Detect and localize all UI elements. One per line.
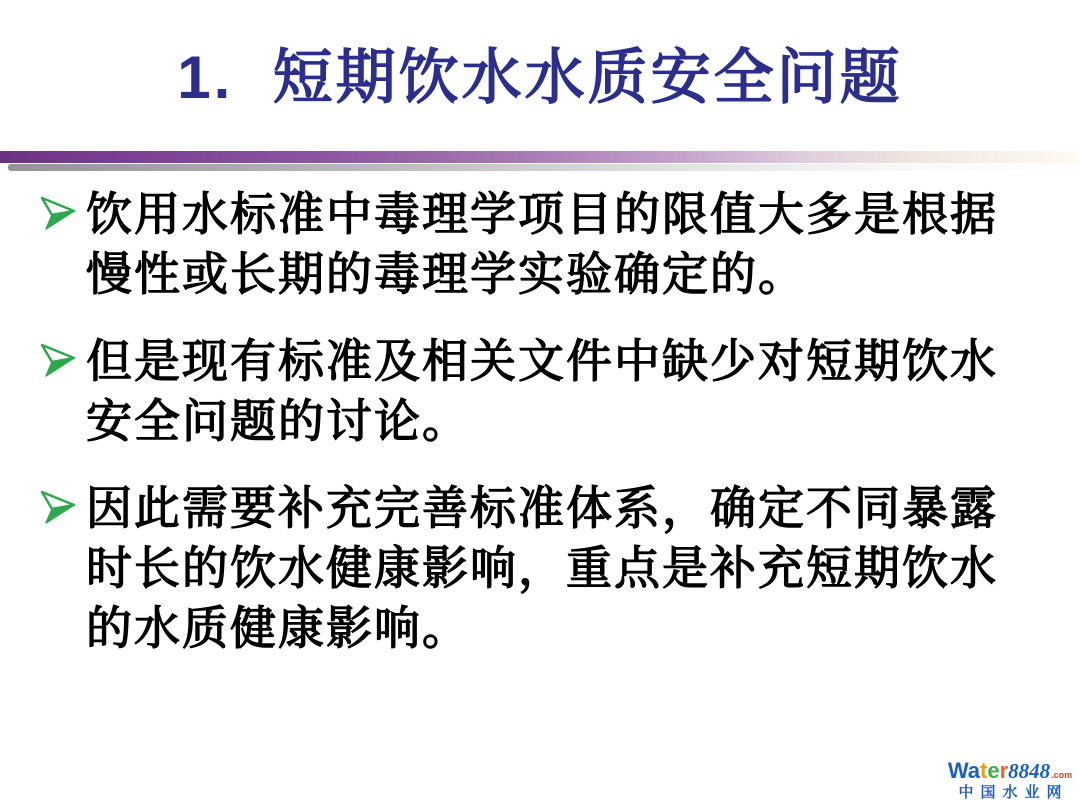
bullet-line: 慢性或长期的毒理学实验确定的。 bbox=[86, 248, 806, 300]
logo-wordmark bbox=[944, 760, 1076, 782]
logo-tld: .com bbox=[1051, 770, 1073, 780]
arrow-bullet-icon bbox=[38, 340, 78, 380]
logo-letter: a bbox=[967, 758, 981, 783]
logo-word bbox=[948, 760, 1008, 782]
bullet-line: 饮用水标准中毒理学项目的限值大多是根据 bbox=[86, 188, 998, 240]
arrow-bullet-icon bbox=[38, 487, 78, 527]
logo-letter: e bbox=[987, 758, 1000, 783]
bullet-list bbox=[38, 184, 1044, 685]
bullet-line: 因此需要补充完善标准体系，确定不同暴露 bbox=[86, 482, 998, 534]
logo-number: 8848 bbox=[1008, 759, 1051, 783]
logo-subtitle: 中国水业网 bbox=[958, 784, 1069, 801]
logo-letter: r bbox=[999, 758, 1009, 783]
bullet-line: 安全问题的讨论。 bbox=[86, 395, 470, 447]
bullet-item bbox=[38, 184, 1044, 304]
bullet-line: 时长的饮水健康影响，重点是补充短期饮水 bbox=[86, 542, 998, 594]
water8848-logo bbox=[944, 760, 1076, 800]
bullet-line: 的水质健康影响。 bbox=[86, 602, 470, 654]
bullet-item bbox=[38, 331, 1044, 451]
divider-bar bbox=[0, 151, 1080, 163]
bullet-item bbox=[38, 478, 1044, 658]
divider-shadow bbox=[8, 164, 1080, 171]
bullet-line: 但是现有标准及相关文件中缺少对短期饮水 bbox=[86, 335, 998, 387]
logo-letter: t bbox=[980, 758, 988, 783]
logo-letter: W bbox=[947, 758, 968, 783]
slide-title: 1. 短期饮水水质安全问题 bbox=[177, 44, 903, 111]
bullet-text bbox=[86, 184, 998, 304]
bullet-text bbox=[86, 331, 998, 451]
arrow-bullet-icon bbox=[38, 193, 78, 233]
bullet-text bbox=[86, 478, 998, 658]
